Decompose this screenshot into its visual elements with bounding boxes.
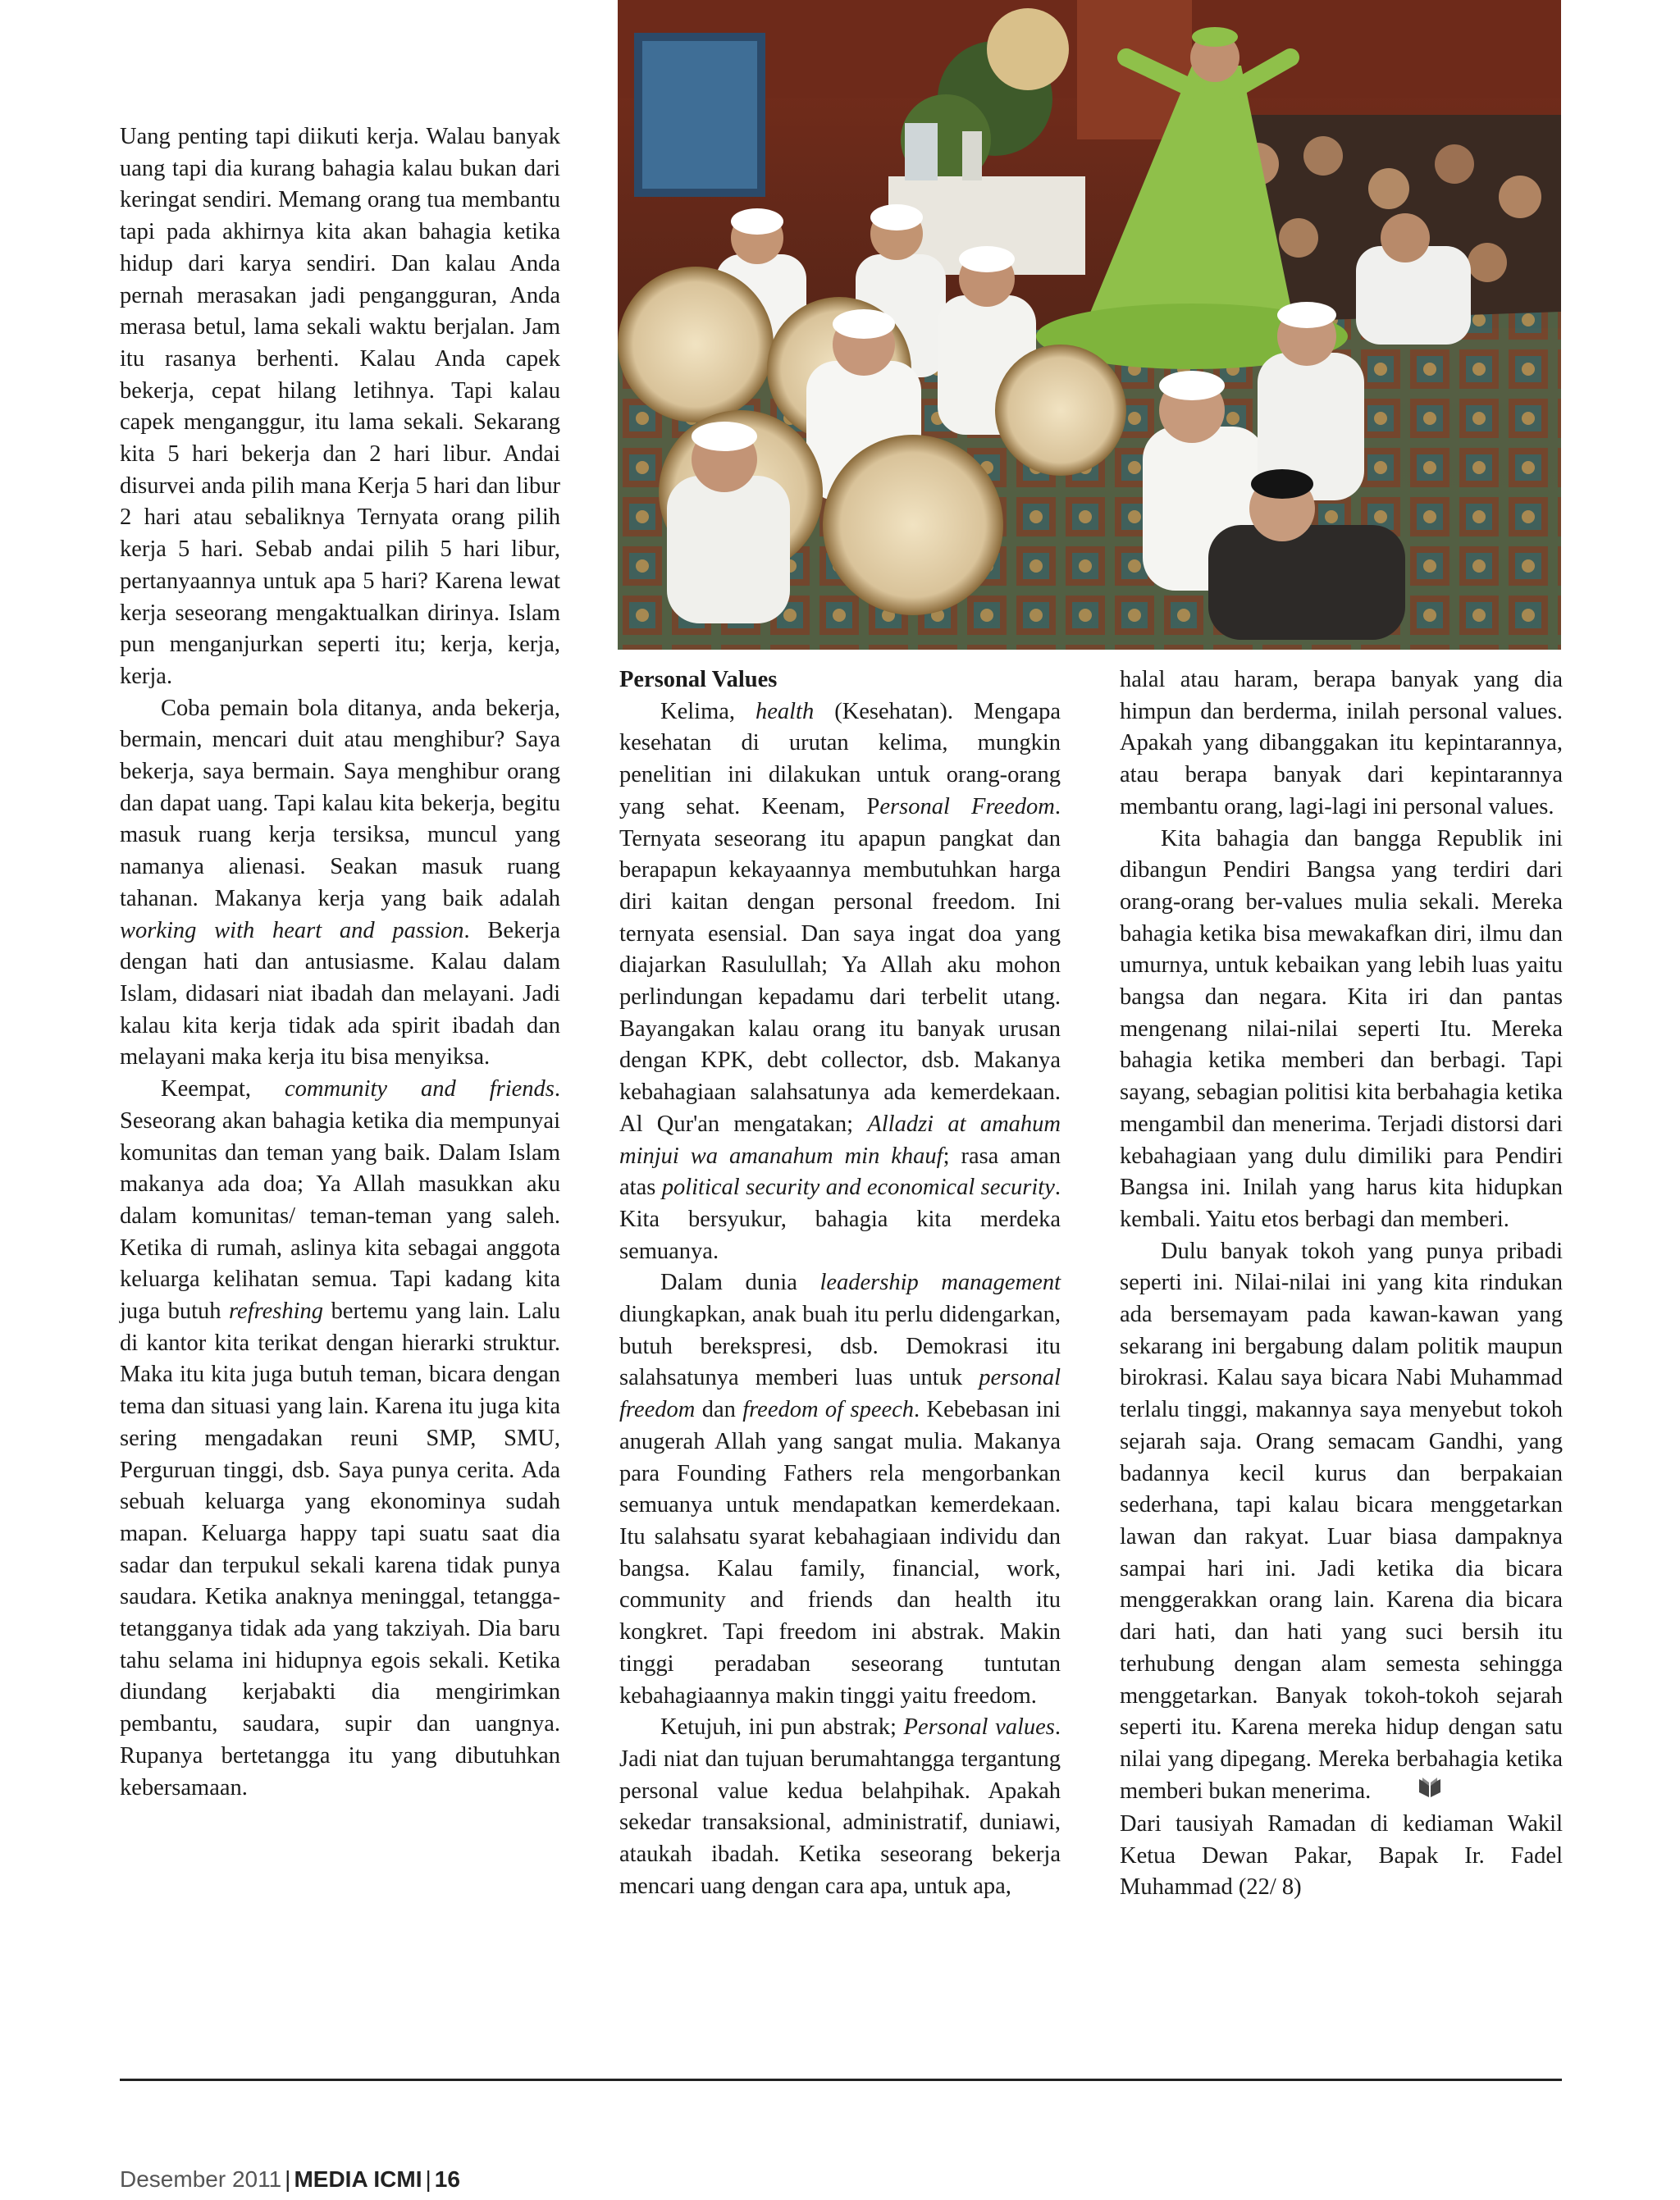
paragraph: Keempat, community and friends. Seseorang akan bahagia ketika dia mempunyai komunitas dan teman yang baik. Dalam Islam makanya ada doa; Ya Allah masukkan aku dalam komunitas/ teman-teman yang saleh. Ketika di rumah, aslinya kita sebagai anggota keluarga kelihatan semua. Tapi kadang kita juga butuh refreshing bertemu yang lain. Lalu di kantor kita terikat dengan hierarki struktur. Maka itu kita juga butuh teman, bicara dengan tema dan situasi yang lain. Karena itu juga kita sering mengadakan reuni SMP, SMU, Perguruan tinggi, dsb. Saya punya cerita. Ada sebuah keluarga yang ekonominya sudah mapan. Keluarga happy tapi suatu saat dia sadar dan terpukul sekali karena tidak punya saudara. Ketika anaknya meninggal, tetangga-tetangganya tidak ada yang takziyah. Dia baru tahu selama ini hidupnya egois sekali. Ketika diundang kerjabakti dia mengirimkan pembantu, saudara, supir dan uangnya. Rupanya bertetangga itu yang dibutuhkan kebersamaan. (120, 1076, 560, 1801)
article-column-2 (619, 664, 1061, 1902)
article-column-3 (1120, 664, 1563, 1904)
source-note: Dari tausiyah Ramadan di kediaman Wakil Ketua Dewan Pakar, Bapak Ir. Fadel Muhammad (22/ 8) (1120, 1810, 1563, 1901)
paragraph: Kita bahagia dan bangga Republik ini dibangun Pendiri Bangsa yang terdiri dari orang-orang ber-values mulia sekali. Mereka bahagia ketika bisa mewakafkan diri, ilmu dan umurnya, untuk kebaikan yang lebih luas yaitu bangsa dan negara. Kita iri dan pantas mengenang nilai-nilai seperti Itu. Mereka bahagia ketika memberi dan berbagi. Tapi sayang, sebagian politisi kita berbahagia ketika mengambil dan menerima. Terjadi distorsi dari kebahagiaan yang dulu dimiliki para Pendiri Bangsa ini. Inilah yang harus kita hidupkan kembali. Yaitu etos berbagi dan memberi. (1120, 825, 1563, 1232)
footer-date: Desember 2011 (120, 2166, 282, 2192)
paragraph: Ketujuh, ini pun abstrak; Personal values. Jadi niat dan tujuan berumahtangga tergantung personal value kedua belahpihak. Apakah sekedar transaksional, administratif, duniawi, ataukah ibadah. Ketika seseorang bekerja mencari uang dengan cara apa, untuk apa, (619, 1714, 1061, 1899)
paragraph: Coba pemain bola ditanya, anda bekerja, bermain, mencari duit atau menghibur? Saya bekerja, saya bermain. Saya menghibur orang dan dapat uang. Tapi kalau kita bekerja, begitu masuk ruang kerja tersiksa, muncul yang namanya alienasi. Seakan masuk ruang tahanan. Makanya kerja yang baik adalah working with heart and passion. Bekerja dengan hati dan antusiasme. Kalau dalam Islam, didasari niat ibadah dan melayani. Jadi kalau kita kerja tidak ada spirit ibadah dan melayani maka kerja itu bisa menyiksa. (120, 695, 560, 1070)
section-heading: Personal Values (619, 667, 778, 692)
paragraph: Kelima, health (Kesehatan). Mengapa kesehatan di urutan kelima, mungkin penelitian ini dilakukan untuk orang-orang yang sehat. Keenam, Personal Freedom. Ternyata seseorang itu apapun pangkat dan berapapun kekayaannya membutuhkan harga diri kaitan dengan personal freedom. Ini ternyata esensial. Dan saya ingat doa yang diajarkan Rasulullah; Ya Allah aku mohon perlindungan kepadamu dari terbelit utang. Bayangakan kalau orang itu banyak urusan dengan KPK, debt collector, dsb. Makanya kebahagiaan salahsatunya ada kemerdekaan. Al Qur'an mengatakan; Alladzi at amahum minjui wa amanahum min khauf; rasa aman atas political security and economical security. Kita bersyukur, bahagia kita merdeka semuanya. (619, 698, 1061, 1264)
paragraph: Uang penting tapi diikuti kerja. Walau banyak uang tapi dia kurang bahagia kalau bukan dari keringat sendiri. Memang orang tua membantu tapi pada akhirnya kita akan bahagia ketika hidup dari karya sendiri. Dan kalau Anda pernah merasakan jadi pengangguran, Anda merasa betul, lama sekali waktu berjalan. Jam itu rasanya berhenti. Kalau Anda capek bekerja, cepat hilang letihnya. Tapi kalau capek menganggur, itu lama sekali. Sekarang kita 5 hari bekerja dan 2 hari libur. Andai disurvei anda pilih mana Kerja 5 hari dan libur 2 hari atau sebaliknya Ternyata orang pilih kerja 5 hari. Sebab andai pilih 5 hari libur, pertanyaannya untuk apa 5 hari? Karena lewat kerja seseorang mengaktualkan dirinya. Islam pun menganjurkan seperti itu; kerja, kerja, kerja. (120, 124, 560, 689)
footer-separator: | (425, 2166, 431, 2192)
page-footer (120, 2166, 460, 2193)
end-of-article-icon (1376, 1776, 1442, 1809)
footer-magazine: MEDIA ICMI (294, 2166, 422, 2192)
paragraph: Dulu banyak tokoh yang punya pribadi seperti ini. Nilai-nilai ini yang kita rindukan ada bersemayam pada kawan-kawan yang sekarang ini bergabung dalam politik maupun birokrasi. Kalau saya bicara Nabi Muhammad terlalu tinggi, makannya saya menyebut tokoh sejarah saja. Orang semacam Gandhi, yang badannya kecil kurus dan berpakaian sederhana, tapi kalau bicara menggetarkan lawan dan rakyat. Luar biasa dampaknya sampai hari ini. Jadi ketika dia bicara menggerakkan orang lain. Karena dia bicara dari hati, dan hati yang suci bersih itu terhubung dengan alam semesta sehingga menggetarkan. Banyak tokoh-tokoh sejarah seperti itu. Karena mereka hidup dengan satu nilai yang dipegang. Mereka berbahagia ketika memberi bukan menerima. (1120, 1236, 1563, 1809)
sufi-music-photo (618, 0, 1561, 650)
footer-rule (120, 2079, 1562, 2081)
page-number: 16 (434, 2166, 460, 2192)
footer-separator: | (285, 2166, 291, 2192)
paragraph: Dalam dunia leadership management diungkapkan, anak buah itu perlu didengarkan, butuh berekspresi, dsb. Demokrasi itu salahsatunya memberi luas untuk personal freedom dan freedom of speech. Kebebasan ini anugerah Allah yang sangat mulia. Makanya para Founding Fathers rela mengorbankan semuanya untuk mendapatkan kemerdekaan. Itu salahsatu syarat kebahagiaan individu dan bangsa. Kalau family, financial, work, community and friends dan health itu kongkret. Tapi freedom ini abstrak. Makin tinggi peradaban seseorang tuntutan kebahagiaannya makin tinggi yaitu freedom. (619, 1270, 1061, 1709)
article-column-1 (120, 121, 560, 1804)
article-photo (618, 0, 1561, 650)
paragraph: halal atau haram, berapa banyak yang dia himpun dan berderma, inilah personal values. Apakah yang dibanggakan itu kepintarannya, atau berapa banyak dari kepintarannya membantu orang, lagi-lagi ini personal values. (1120, 667, 1563, 819)
